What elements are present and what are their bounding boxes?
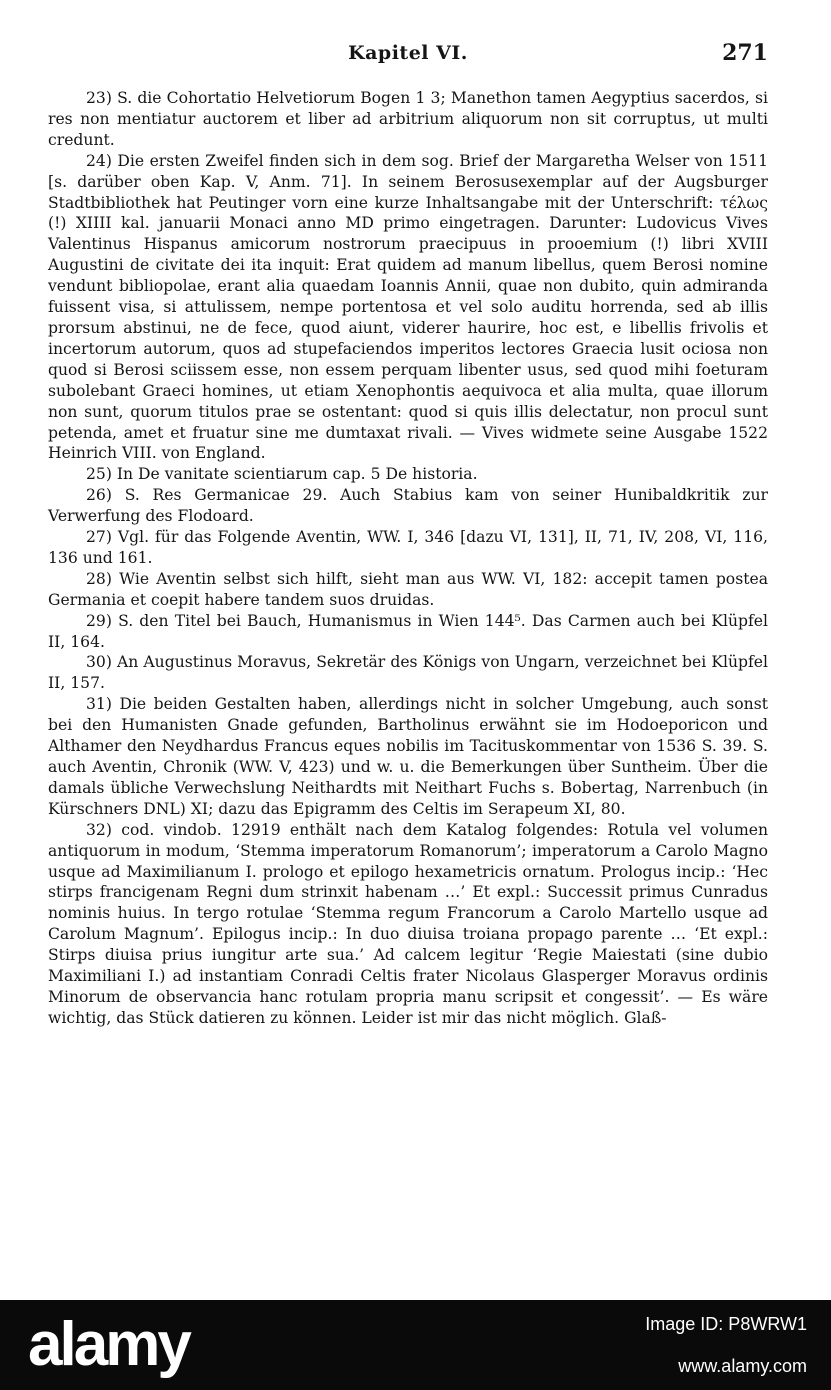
footnote-31: 31) Die beiden Gestalten haben, allerdings nicht in solcher Umgebung, auch sonst bei den Humanisten Gnade gefunden, Bartholinus erwähnt sie im Hodoeporicon und Althamer den Neydhardus Francus eques nobilis im Tacituskommentar von 1536 S. 39. S. auch Aventin, Chronik (WW. V, 423) und w. u. die Bemerkungen über Suntheim. Über die damals übliche Verwechslung Neithardts mit Neithart Fuchs s. Bobertag, Narrenbuch (in Kürschners DNL) XI; dazu das Epigramm des Celtis im Serapeum XI, 80. <box>48 695 768 818</box>
page-number: 271 <box>722 40 768 66</box>
image-id: Image ID: P8WRW1 <box>645 1314 807 1334</box>
footnote-27: 27) Vgl. für das Folgende Aventin, WW. I, 346 [dazu VI, 131], II, 71, IV, 208, VI, 116, 136 und 161. <box>48 528 768 567</box>
footnote-26: 26) S. Res Germanicae 29. Auch Stabius kam von seiner Hunibaldkritik zur Verwerfung des Flodoard. <box>48 486 768 526</box>
footnote-30: 30) An Augustinus Moravus, Sekretär des Königs von Ungarn, verzeichnet bei Klüpfel II, 157. <box>48 653 768 693</box>
footnote-29: 29) S. den Titel bei Bauch, Humanismus in Wien 144⁵. Das Carmen auch bei Klüpfel II, 164. <box>48 611 768 651</box>
footnote-25: 25) In De vanitate scientiarum cap. 5 De historia. <box>86 465 478 484</box>
footnote-24: 24) Die ersten Zweifel finden sich in dem sog. Brief der Margaretha Welser von 1511 [s. darüber oben Kap. V, Anm. 71]. In seinem Berosusexemplar auf der Augsburger Stadtbibliothek hat Peutinger vorn eine kurze Inhaltsangabe mit der Unterschrift: τέλως (!) XIIII kal. januarii Monaci anno MD primo eingetragen. Darunter: Ludovicus Vives Valentinus Hispanus amicorum nostrorum praecipuus in prooemium (!) libri XVIII Augustini de civitate dei ita inquit: Erat quidem ad manum libellus, quem Berosi nomine vendunt bibliopolae, erant alia quaedam Ioannis Annii, quae non dubito, quin admiranda fuissent visa, si attulissem, nempe portentosa et vel solo auditu horrenda, sed ab illis prorsum abstinui, ne de fece, quod aiunt, viderer haurire, hoc est, e libellis frivolis et incertorum autorum, quos ad stupefaciendos imperitos lectores Graecia lusit ociosa non quod si Berosi sciissem esse, non essem perquam libenter usus, sed quod mihi foeturam subolebant Graeci homines, ut etiam Xenophontis aequivoca et alia multa, quae illorum non sunt, quorum titulos prae se ostentant: quod si quis illis delectatur, non procul sunt petenda, amet et fruatur sine me dumtaxat rivali. — Vives widmete seine Ausgabe 1522 Heinrich VIII. von England. <box>48 151 768 463</box>
watermark-url: www.alamy.com <box>678 1356 807 1376</box>
chapter-title: Kapitel VI. <box>348 42 468 64</box>
watermark-info <box>645 1312 807 1377</box>
running-header <box>48 40 768 70</box>
alamy-logo: alamy <box>28 1310 189 1379</box>
footnotes-block <box>48 88 768 1029</box>
footnote-32: 32) cod. vindob. 12919 enthält nach dem Katalog folgendes: Rotula vel volumen antiquorum in modum, ‘Stemma imperatorum Romanorum’; imperatorum a Carolo Magno usque ad Maximilianum I. prologo et epilogo hexametricis ornatum. Prologus incip.: ‘Hec stirps francigenam Regni dum strinxit habenam …’ Et expl.: Successit primus Cunradus nominis huius. In tergo rotulae ‘Stemma regum Francorum a Carolo Martello usque ad Carolum Magnum’. Epilogus incip.: In duo diuisa troiana propago parente … ‘Et expl.: Stirps diuisa prius iungitur arte sua.’ Ad calcem legitur ‘Regie Maiestati (sine dubio Maximiliani I.) ad instantiam Conradi Celtis frater Nicolaus Glasperger Moravus ordinis Minorum de observancia hanc rotulam propria manu scripsit et congessit’. — Es wäre wichtig, das Stück datieren zu können. Leider ist mir das nicht möglich. Glaß- <box>48 820 768 1027</box>
footnote-23: 23) S. die Cohortatio Helvetiorum Bogen 1 3; Manethon tamen Aegyptius sacerdos, si res non mentiatur auctorem et liber ad arbitrium aliquorum non sit corruptus, ut multi credunt. <box>48 89 768 149</box>
footnote-28: 28) Wie Aventin selbst sich hilft, sieht man aus WW. VI, 182: accepit tamen postea Germania et coepit habere tandem suos druidas. <box>48 569 768 609</box>
watermark-bar <box>0 1300 831 1390</box>
